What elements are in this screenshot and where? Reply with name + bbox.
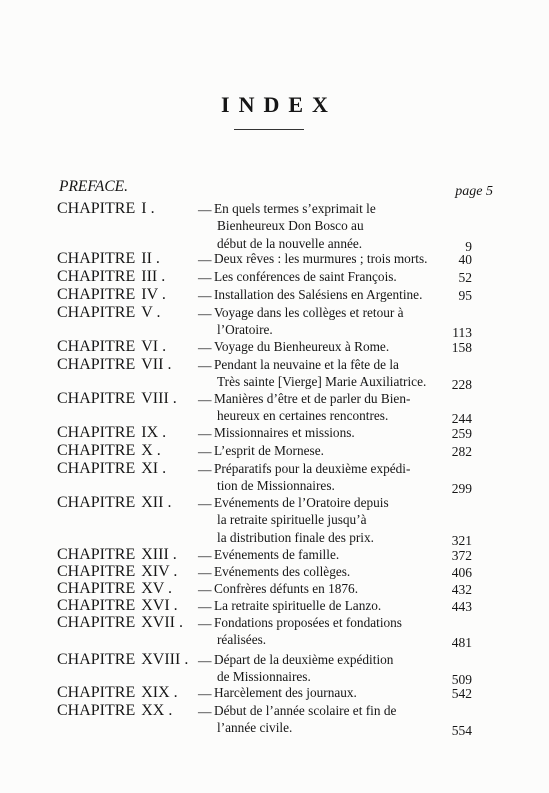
chapter-description [214, 338, 440, 355]
chapter-number: XVIII . [141, 651, 189, 668]
description-line: La retraite spirituelle de Lanzo. [214, 598, 382, 613]
chapter-description [214, 580, 440, 597]
chapter-label: CHAPITRE [57, 200, 136, 217]
chapter-description [214, 390, 440, 425]
em-dash: — [198, 616, 212, 631]
page-number: 299 [451, 481, 472, 497]
description-line: L’esprit de Mornese. [214, 443, 324, 458]
em-dash: — [198, 599, 212, 614]
chapter-label: CHAPITRE [57, 268, 136, 285]
page-number: 432 [451, 582, 472, 597]
description-line: Les conférences de saint François. [214, 269, 397, 284]
chapter-heading [57, 390, 177, 407]
em-dash: — [198, 653, 212, 668]
chapter-heading [57, 580, 172, 597]
chapter-heading [57, 200, 155, 217]
chapter-label: CHAPITRE [57, 424, 136, 441]
page-number: 40 [458, 252, 472, 267]
chapter-label: CHAPITRE [57, 494, 136, 511]
em-dash: — [198, 548, 212, 563]
preface-label: PREFACE. [59, 178, 129, 195]
chapter-label: CHAPITRE [57, 286, 136, 303]
description-line: Fondations proposées et fondations [214, 615, 402, 630]
description-line: réalisées. [217, 632, 267, 648]
em-dash: — [198, 202, 212, 217]
chapter-heading [57, 702, 172, 719]
page-number: 321 [451, 532, 472, 548]
description-line: Evénements de famille. [214, 547, 340, 562]
chapter-description [214, 563, 440, 580]
chapter-heading [57, 268, 165, 285]
chapter-description [214, 424, 440, 441]
page-number: 259 [451, 426, 472, 441]
chapter-number: IX . [141, 424, 167, 441]
chapter-number: I . [141, 200, 155, 217]
chapter-label: CHAPITRE [57, 250, 136, 267]
em-dash: — [198, 704, 212, 719]
chapter-heading [57, 304, 161, 321]
chapter-heading [57, 250, 160, 267]
chapter-label: CHAPITRE [57, 684, 136, 701]
em-dash: — [198, 582, 212, 597]
chapter-description [214, 200, 440, 252]
chapter-description [214, 460, 440, 495]
chapter-description [214, 702, 440, 737]
page-number: 406 [451, 565, 472, 580]
chapter-label: CHAPITRE [57, 338, 136, 355]
page-number: 554 [451, 723, 472, 739]
em-dash: — [198, 496, 212, 511]
description-line: Bienheureux Don Bosco au [217, 218, 364, 234]
chapter-label: CHAPITRE [57, 563, 136, 580]
em-dash: — [198, 565, 212, 580]
chapter-number: XI . [141, 460, 167, 477]
description-line: début de la nouvelle année. [217, 235, 363, 251]
description-line: heureux en certaines rencontres. [217, 408, 389, 424]
description-line: la retraite spirituelle jusqu’à [217, 512, 367, 528]
page-number: 113 [452, 325, 472, 341]
chapter-number: V . [141, 304, 161, 321]
description-line: Début de l’année scolaire et fin de [214, 703, 397, 718]
chapter-description [214, 268, 440, 285]
chapter-number: XX . [141, 702, 173, 719]
chapter-heading [57, 286, 166, 303]
chapter-label: CHAPITRE [57, 304, 136, 321]
page-number: 228 [451, 377, 472, 393]
chapter-number: X . [141, 442, 161, 459]
description-line: Installation des Salésiens en Argentine. [214, 287, 423, 302]
chapter-number: XII . [141, 494, 172, 511]
chapter-description [214, 250, 440, 267]
index-title: INDEX [221, 92, 337, 117]
page-number: 443 [451, 599, 472, 614]
chapter-description [214, 597, 440, 614]
chapter-label: CHAPITRE [57, 546, 136, 563]
em-dash: — [198, 252, 212, 267]
description-line: Voyage du Bienheureux à Rome. [214, 339, 390, 354]
chapter-label: CHAPITRE [57, 460, 136, 477]
description-line: Départ de la deuxième expédition [214, 652, 394, 667]
chapter-heading [57, 684, 178, 701]
description-line: Très sainte [Vierge] Marie Auxiliatrice. [217, 374, 427, 390]
preface-page-number: page 5 [455, 184, 493, 199]
chapter-description [214, 494, 440, 546]
chapter-heading [57, 563, 177, 580]
description-line: l’année civile. [217, 720, 293, 736]
chapter-heading [57, 460, 166, 477]
chapter-number: VI . [141, 338, 167, 355]
em-dash: — [198, 444, 212, 459]
description-line: Evénements des collèges. [214, 564, 351, 579]
chapter-heading [57, 546, 177, 563]
description-line: Missionnaires et missions. [214, 425, 355, 440]
em-dash: — [198, 340, 212, 355]
chapter-heading [57, 651, 188, 668]
chapter-number: VIII . [141, 390, 177, 407]
description-line: Préparatifs pour la deuxième expédi- [214, 461, 411, 476]
em-dash: — [198, 288, 212, 303]
chapter-label: CHAPITRE [57, 597, 136, 614]
chapter-number: VII . [141, 356, 172, 373]
chapter-description [214, 651, 440, 686]
chapter-description [214, 286, 440, 303]
chapter-label: CHAPITRE [57, 614, 136, 631]
page-number: 372 [451, 548, 472, 563]
description-line: Voyage dans les collèges et retour à [214, 305, 404, 320]
chapter-number: XVII . [141, 614, 183, 631]
em-dash: — [198, 358, 212, 373]
page-number: 95 [458, 288, 472, 303]
description-line: Harcèlement des journaux. [214, 685, 357, 700]
chapter-number: IV . [141, 286, 166, 303]
em-dash: — [198, 426, 212, 441]
chapter-label: CHAPITRE [57, 390, 136, 407]
description-line: Confrères défunts en 1876. [214, 581, 359, 596]
chapter-description [214, 684, 440, 701]
chapter-number: III . [141, 268, 166, 285]
page-number: 52 [458, 270, 472, 285]
chapter-label: CHAPITRE [57, 442, 136, 459]
page-number: 244 [451, 411, 472, 427]
chapter-description [214, 614, 440, 649]
chapter-label: CHAPITRE [57, 702, 136, 719]
page-number: 509 [451, 672, 472, 688]
chapter-number: XIV . [141, 563, 178, 580]
description-line: Pendant la neuvaine et la fête de la [214, 357, 399, 372]
description-line: de Missionnaires. [217, 669, 311, 685]
chapter-label: CHAPITRE [57, 651, 136, 668]
em-dash: — [198, 306, 212, 321]
chapter-number: XVI . [141, 597, 178, 614]
description-line: En quels termes s’exprimait le [214, 201, 376, 216]
page-number: 9 [465, 238, 472, 254]
chapter-heading [57, 597, 178, 614]
description-line: tion de Missionnaires. [217, 478, 335, 494]
description-line: Deux rêves : les murmures ; trois morts. [214, 251, 428, 266]
chapter-heading [57, 494, 171, 511]
chapter-heading [57, 338, 166, 355]
page-number: 542 [451, 686, 472, 701]
chapter-description [214, 304, 440, 339]
description-line: la distribution finale des prix. [217, 529, 374, 545]
chapter-label: CHAPITRE [57, 356, 136, 373]
chapter-heading [57, 356, 171, 373]
chapter-number: II . [141, 250, 160, 267]
chapter-description [214, 356, 440, 391]
chapter-label: CHAPITRE [57, 580, 136, 597]
chapter-description [214, 546, 440, 563]
em-dash: — [198, 686, 212, 701]
page-number: 481 [451, 635, 472, 651]
em-dash: — [198, 462, 212, 477]
chapter-heading [57, 442, 161, 459]
chapter-description [214, 442, 440, 459]
description-line: l’Oratoire. [217, 322, 273, 338]
chapter-number: XV . [141, 580, 173, 597]
chapter-heading [57, 424, 166, 441]
em-dash: — [198, 392, 212, 407]
em-dash: — [198, 270, 212, 285]
page-number: 282 [451, 444, 472, 459]
page-number: 158 [451, 340, 472, 355]
chapter-heading [57, 614, 183, 631]
description-line: Manières d’être et de parler du Bien- [214, 391, 411, 406]
chapter-number: XIX . [141, 684, 178, 701]
description-line: Evénements de l’Oratoire depuis [214, 495, 389, 510]
chapter-number: XIII . [141, 546, 177, 563]
